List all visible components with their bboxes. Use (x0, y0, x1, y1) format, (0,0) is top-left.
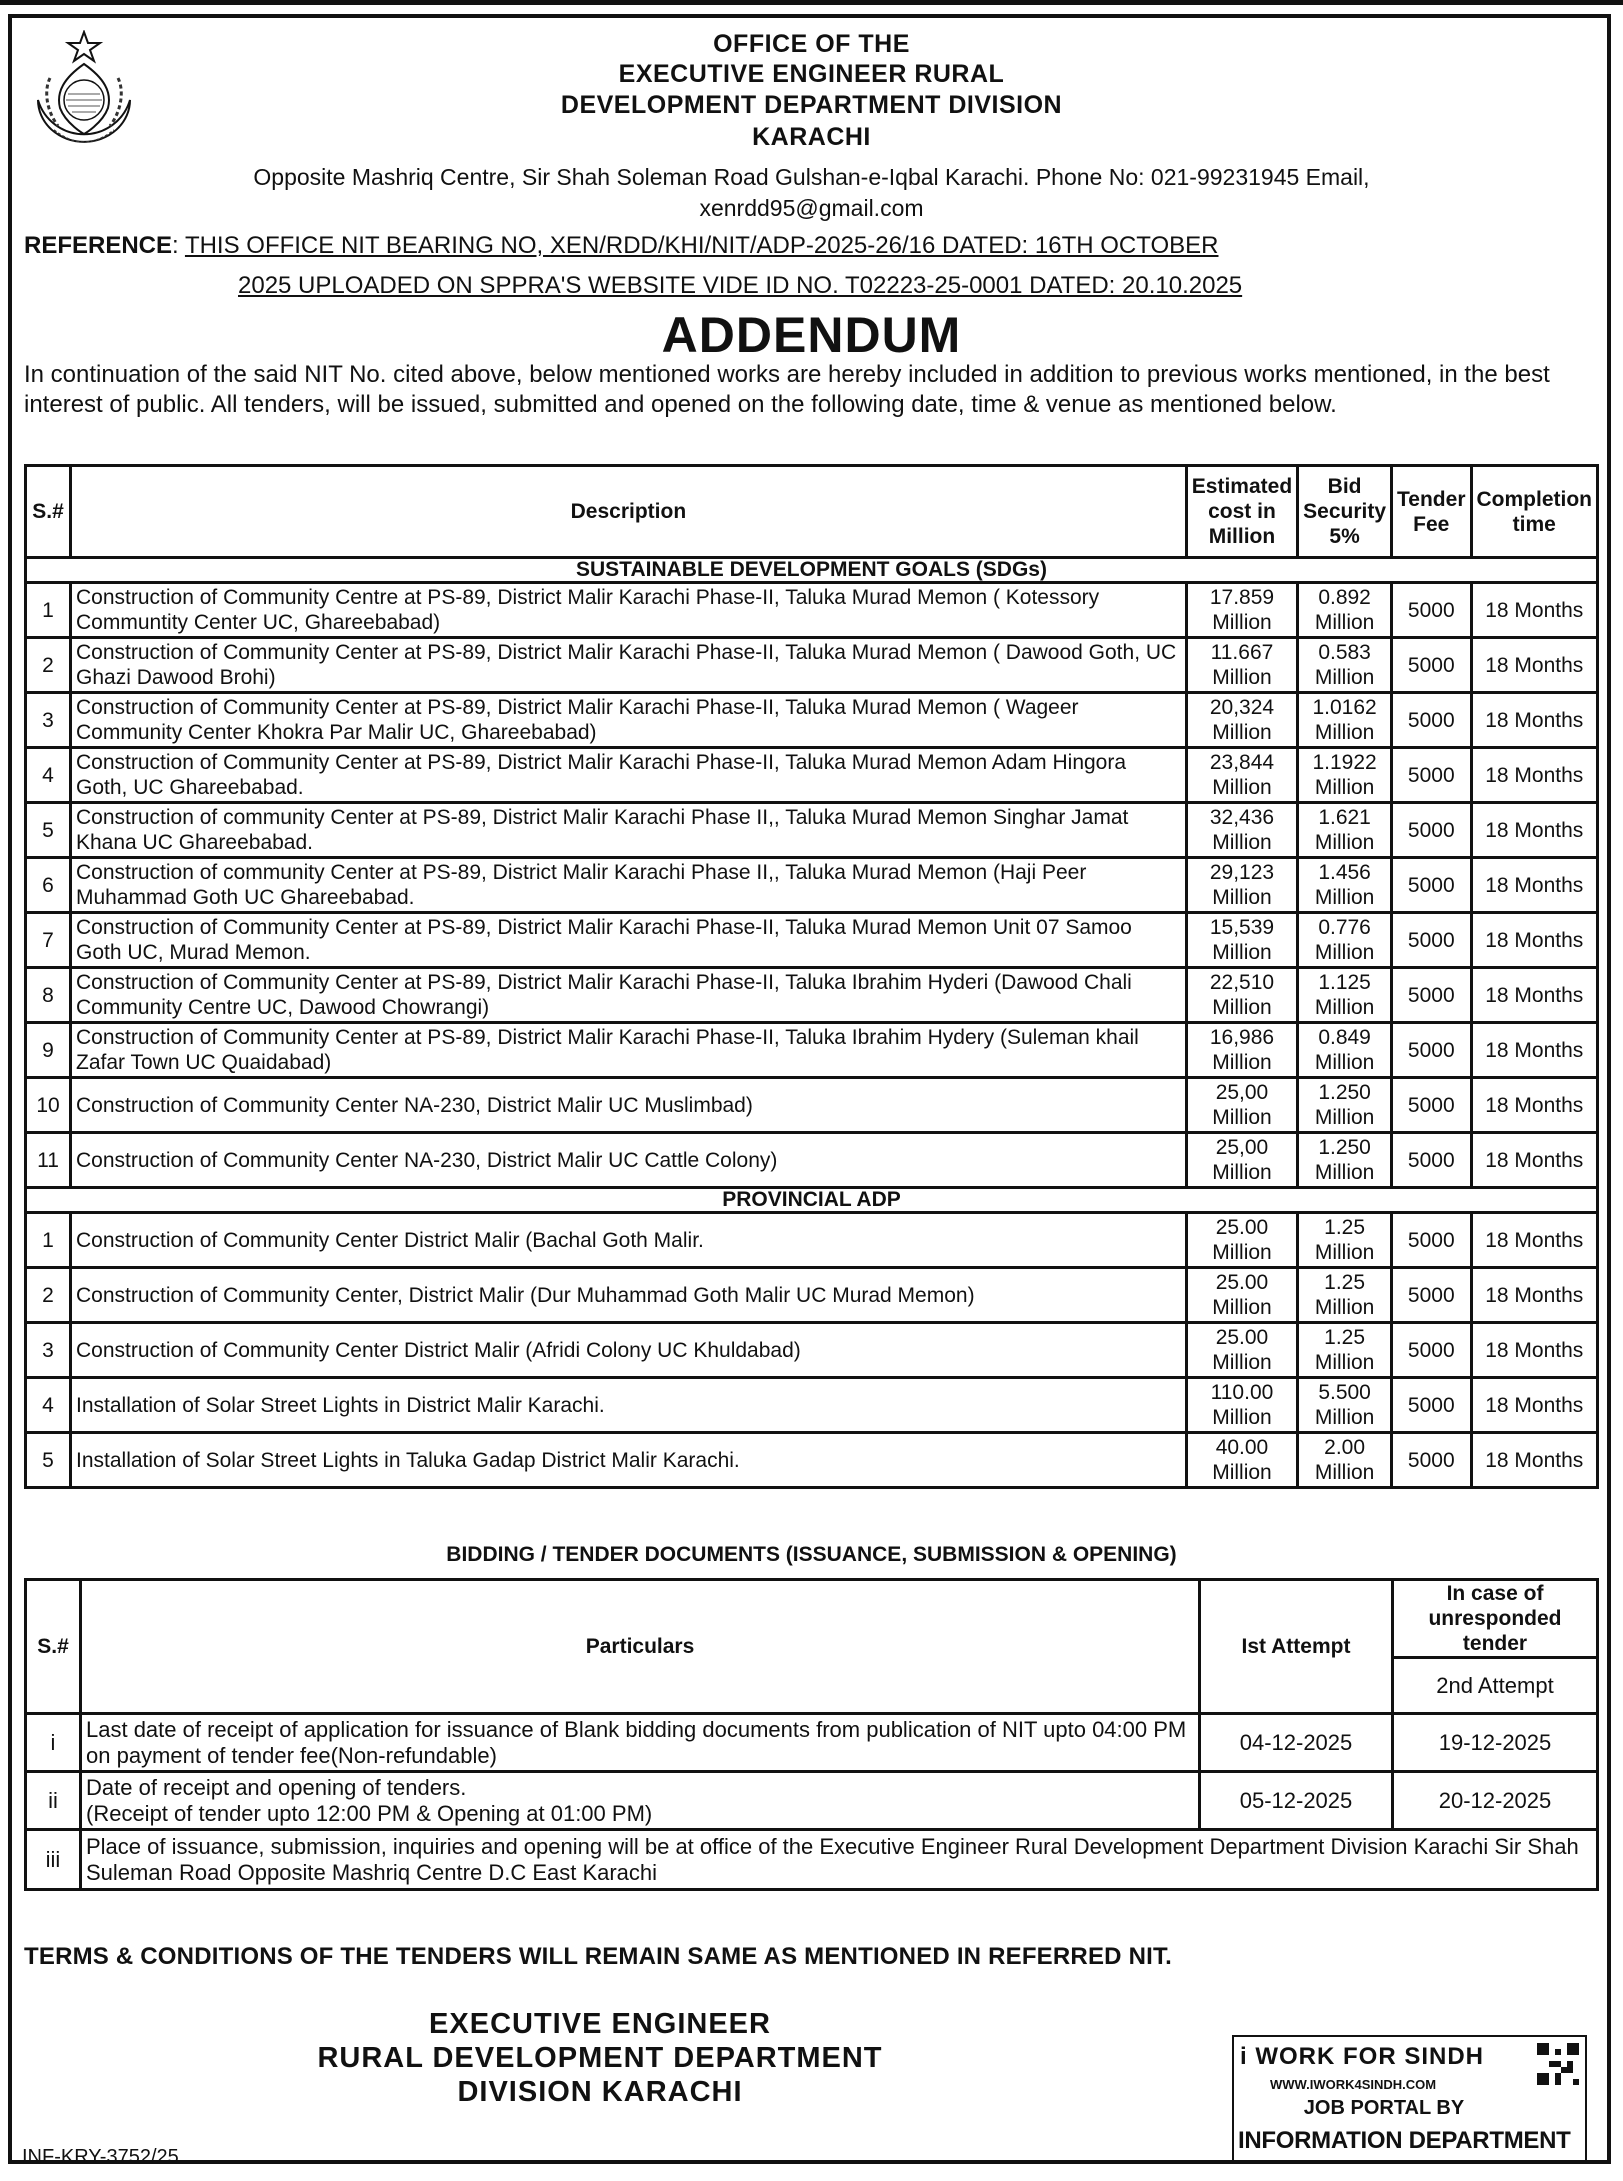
row-estimated-cost: 22,510 Million (1186, 968, 1297, 1023)
header-line-2: EXECUTIVE ENGINEER RURAL (618, 60, 1005, 88)
row-sn: 9 (26, 1023, 71, 1078)
table-row (26, 748, 1598, 803)
signature-line-2: RURAL DEVELOPMENT DEPARTMENT (317, 2042, 883, 2074)
row-sn: 2 (26, 638, 71, 693)
bid-row-sn: i (26, 1714, 81, 1772)
table-row (26, 1268, 1598, 1323)
table-row (26, 638, 1598, 693)
iwork-brand (1240, 2043, 1484, 2071)
row-description: Construction of Community Center, District Malir (Dur Muhammad Goth Malir UC Murad Memon) (71, 1268, 1187, 1323)
row-estimated-cost: 25,00 Million (1186, 1133, 1297, 1188)
row-bid-security: 5.500 Million (1298, 1378, 1392, 1433)
col-estimated-cost: Estimated cost in Million (1186, 466, 1297, 558)
row-bid-security: 1.250 Million (1298, 1133, 1392, 1188)
row-sn: 5 (26, 803, 71, 858)
header-line-3: DEVELOPMENT DEPARTMENT DIVISION (560, 91, 1063, 119)
iwork-brand-text: WORK FOR SINDH (1255, 2043, 1484, 2070)
iwork-url[interactable]: WWW.IWORK4SINDH.COM (1270, 2077, 1437, 2092)
col-description: Description (71, 466, 1187, 558)
table-row (26, 1023, 1598, 1078)
signature-line-3: DIVISION KARACHI (457, 2076, 743, 2108)
row-bid-security: 1.125 Million (1298, 968, 1392, 1023)
row-sn: 6 (26, 858, 71, 913)
row-sn: 7 (26, 913, 71, 968)
row-tender-fee: 5000 (1392, 1378, 1471, 1433)
row-completion-time: 18 Months (1471, 913, 1598, 968)
bid-col-second-attempt: 2nd Attempt (1393, 1658, 1598, 1714)
bidding-table (24, 1578, 1599, 1891)
bid-col-sn: S.# (26, 1580, 81, 1714)
row-completion-time: 18 Months (1471, 1268, 1598, 1323)
row-sn: 8 (26, 968, 71, 1023)
bid-row (26, 1830, 1598, 1890)
bid-col-first-attempt: Ist Attempt (1200, 1580, 1393, 1714)
bid-col-particulars: Particulars (81, 1580, 1200, 1714)
row-sn: 3 (26, 1323, 71, 1378)
bid-col-unresponded: In case of unresponded tender (1393, 1580, 1598, 1658)
row-tender-fee: 5000 (1392, 1213, 1471, 1268)
row-completion-time: 18 Months (1471, 1213, 1598, 1268)
bid-row-sn: ii (26, 1772, 81, 1830)
row-completion-time: 18 Months (1471, 1023, 1598, 1078)
table-row (26, 1433, 1598, 1488)
row-bid-security: 0.776 Million (1298, 913, 1392, 968)
row-estimated-cost: 11.667 Million (1186, 638, 1297, 693)
inf-number: INF-KRY-3752/25 (22, 2146, 179, 2168)
bid-row-particulars-line-1: Date of receipt and opening of tenders. (86, 1774, 467, 1800)
col-sn: S.# (26, 466, 71, 558)
row-estimated-cost: 16,986 Million (1186, 1023, 1297, 1078)
row-bid-security: 1.25 Million (1298, 1323, 1392, 1378)
row-completion-time: 18 Months (1471, 1433, 1598, 1488)
row-sn: 10 (26, 1078, 71, 1133)
table-row (26, 913, 1598, 968)
row-estimated-cost: 29,123 Million (1186, 858, 1297, 913)
row-sn: 11 (26, 1133, 71, 1188)
row-estimated-cost: 32,436 Million (1186, 803, 1297, 858)
table-row (26, 968, 1598, 1023)
row-description: Construction of Community Center at PS-89, District Malir Karachi Phase-II, Taluka Ibrahim Hydery (Suleman khail Zafar Town UC Quaidabad) (71, 1023, 1187, 1078)
row-estimated-cost: 110.00 Million (1186, 1378, 1297, 1433)
row-bid-security: 1.250 Million (1298, 1078, 1392, 1133)
reference-label: REFERENCE (24, 232, 173, 259)
row-completion-time: 18 Months (1471, 583, 1598, 638)
row-description: Construction of Community Centre at PS-89, District Malir Karachi Phase-II, Taluka Murad Memon ( Kotessory Communtity Center UC, Ghareebabad) (71, 583, 1187, 638)
row-tender-fee: 5000 (1392, 1268, 1471, 1323)
section-title: PROVINCIAL ADP (26, 1188, 1598, 1213)
row-tender-fee: 5000 (1392, 1078, 1471, 1133)
section-row (26, 1188, 1598, 1213)
table-row (26, 693, 1598, 748)
row-description: Installation of Solar Street Lights in Taluka Gadap District Malir Karachi. (71, 1433, 1187, 1488)
reference-line-2 (238, 271, 1242, 301)
row-estimated-cost: 20,324 Million (1186, 693, 1297, 748)
row-tender-fee: 5000 (1392, 913, 1471, 968)
col-completion-time: Completion time (1471, 466, 1598, 558)
table-row (26, 583, 1598, 638)
row-tender-fee: 5000 (1392, 748, 1471, 803)
row-tender-fee: 5000 (1392, 1323, 1471, 1378)
row-description: Construction of Community Center at PS-89, District Malir Karachi Phase-II, Taluka Ibrahim Hyderi (Dawood Chali Community Centre UC, Dawood Chowrangi) (71, 968, 1187, 1023)
table-row (26, 1133, 1598, 1188)
row-bid-security: 1.1922 Million (1298, 748, 1392, 803)
bid-row-particulars (81, 1772, 1200, 1830)
col-tender-fee: Tender Fee (1392, 466, 1471, 558)
row-description: Installation of Solar Street Lights in District Malir Karachi. (71, 1378, 1187, 1433)
row-description: Construction of Community Center at PS-89, District Malir Karachi Phase-II, Taluka Murad Memon Unit 07 Samoo Goth UC, Murad Memon. (71, 913, 1187, 968)
bidding-section-title: BIDDING / TENDER DOCUMENTS (ISSUANCE, SUBMISSION & OPENING) (446, 1543, 1177, 1566)
qr-code-icon (1537, 2043, 1579, 2085)
row-bid-security: 0.849 Million (1298, 1023, 1392, 1078)
row-description: Construction of Community Center at PS-89, District Malir Karachi Phase-II, Taluka Murad Memon Adam Hingora Goth, UC Ghareebabad. (71, 748, 1187, 803)
row-sn: 4 (26, 748, 71, 803)
row-estimated-cost: 17.859 Million (1186, 583, 1297, 638)
row-description: Construction of Community Center NA-230, District Malir UC Muslimbad) (71, 1078, 1187, 1133)
bid-row (26, 1772, 1598, 1830)
row-completion-time: 18 Months (1471, 693, 1598, 748)
bid-row-particulars: Place of issuance, submission, inquiries and opening will be at office of the Executive Engineer Rural Development Department Division Karachi Sir Shah Suleman Road Opposite Mashriq Centre D.C East Karachi (81, 1830, 1598, 1890)
reference-line-1: REFERENCE: THIS OFFICE NIT BEARING NO, XEN/RDD/KHI/NIT/ADP-2025-26/16 DATED: 16TH OCTOBER (24, 232, 1219, 259)
row-completion-time: 18 Months (1471, 1378, 1598, 1433)
iwork-line-1: JOB PORTAL BY (1303, 2097, 1465, 2119)
row-tender-fee: 5000 (1392, 1023, 1471, 1078)
row-completion-time: 18 Months (1471, 1133, 1598, 1188)
iwork-logo-icon: i (1240, 2043, 1248, 2070)
row-sn: 1 (26, 583, 71, 638)
row-tender-fee: 5000 (1392, 803, 1471, 858)
row-description: Construction of Community Center at PS-89, District Malir Karachi Phase-II, Taluka Murad Memon ( Dawood Goth, UC Ghazi Dawood Brohi) (71, 638, 1187, 693)
row-bid-security: 1.0162 Million (1298, 693, 1392, 748)
bid-row-first-date: 05-12-2025 (1200, 1772, 1393, 1830)
section-title: SUSTAINABLE DEVELOPMENT GOALS (SDGs) (26, 558, 1598, 583)
addendum-title: ADDENDUM (661, 307, 962, 363)
row-estimated-cost: 40.00 Million (1186, 1433, 1297, 1488)
row-description: Construction of Community Center District Malir (Afridi Colony UC Khuldabad) (71, 1323, 1187, 1378)
row-tender-fee: 5000 (1392, 638, 1471, 693)
works-table-body (26, 558, 1598, 1488)
intro-paragraph: In continuation of the said NIT No. cited above, below mentioned works are hereby included in addition to previous works mentioned, in the best interest of public. All tenders, will be issued, submitted and opened on the following date, time & venue as mentioned below. (24, 361, 1550, 418)
row-estimated-cost: 15,539 Million (1186, 913, 1297, 968)
row-tender-fee: 5000 (1392, 1133, 1471, 1188)
table-row (26, 858, 1598, 913)
row-description: Construction of Community Center District Malir (Bachal Goth Malir. (71, 1213, 1187, 1268)
reference-text-2: 2025 UPLOADED ON SPPRA'S WEBSITE VIDE ID NO. T02223-25-0001 DATED: 20.10.2025 (238, 272, 1243, 299)
top-border (0, 0, 1623, 5)
row-bid-security: 1.456 Million (1298, 858, 1392, 913)
row-completion-time: 18 Months (1471, 803, 1598, 858)
row-description: Construction of Community Center at PS-89, District Malir Karachi Phase-II, Taluka Murad Memon ( Wageer Community Center Khokra Par Malir UC, Ghareebabad) (71, 693, 1187, 748)
bid-row-second-date: 19-12-2025 (1393, 1714, 1598, 1772)
row-sn: 3 (26, 693, 71, 748)
row-bid-security: 1.621 Million (1298, 803, 1392, 858)
row-tender-fee: 5000 (1392, 1433, 1471, 1488)
row-completion-time: 18 Months (1471, 1078, 1598, 1133)
bid-row (26, 1714, 1598, 1772)
table-row (26, 1213, 1598, 1268)
row-sn: 2 (26, 1268, 71, 1323)
bid-row-sn: iii (26, 1830, 81, 1890)
row-tender-fee: 5000 (1392, 968, 1471, 1023)
row-tender-fee: 5000 (1392, 858, 1471, 913)
row-description: Construction of Community Center NA-230, District Malir UC Cattle Colony) (71, 1133, 1187, 1188)
row-completion-time: 18 Months (1471, 858, 1598, 913)
row-completion-time: 18 Months (1471, 748, 1598, 803)
row-sn: 1 (26, 1213, 71, 1268)
works-table (24, 464, 1599, 1489)
bid-row-particulars: Last date of receipt of application for issuance of Blank bidding documents from publication of NIT upto 04:00 PM on payment of tender fee(Non-refundable) (81, 1714, 1200, 1772)
col-bid-security: Bid Security 5% (1298, 466, 1392, 558)
row-estimated-cost: 25.00 Million (1186, 1213, 1297, 1268)
row-completion-time: 18 Months (1471, 1323, 1598, 1378)
row-tender-fee: 5000 (1392, 693, 1471, 748)
row-completion-time: 18 Months (1471, 968, 1598, 1023)
row-tender-fee: 5000 (1392, 583, 1471, 638)
row-bid-security: 0.583 Million (1298, 638, 1392, 693)
office-address: Opposite Mashriq Centre, Sir Shah Soleman Road Gulshan-e-Iqbal Karachi. Phone No: 021-99231945 Email, (253, 164, 1370, 190)
row-estimated-cost: 25.00 Million (1186, 1323, 1297, 1378)
table-row (26, 1378, 1598, 1433)
row-bid-security: 1.25 Million (1298, 1213, 1392, 1268)
signature-line-1: EXECUTIVE ENGINEER (429, 2008, 771, 2040)
header-line-4: KARACHI (752, 123, 871, 151)
header-line-1: OFFICE OF THE (713, 30, 910, 58)
reference-text-1: THIS OFFICE NIT BEARING NO, XEN/RDD/KHI/NIT/ADP-2025-26/16 DATED: 16TH OCTOBER (184, 232, 1219, 259)
signature-block (240, 2007, 960, 2109)
row-description: Construction of community Center at PS-89, District Malir Karachi Phase II,, Taluka Murad Memon (Haji Peer Muhammad Goth UC Ghareebabad. (71, 858, 1187, 913)
table-row (26, 803, 1598, 858)
iwork-line-2: INFORMATION DEPARTMENT (1238, 2127, 1571, 2154)
row-sn: 4 (26, 1378, 71, 1433)
row-completion-time: 18 Months (1471, 638, 1598, 693)
row-description: Construction of community Center at PS-89, District Malir Karachi Phase II,, Taluka Murad Memon Singhar Jamat Khana UC Ghareebabad. (71, 803, 1187, 858)
bid-row-second-date: 20-12-2025 (1393, 1772, 1598, 1830)
row-estimated-cost: 25,00 Million (1186, 1078, 1297, 1133)
section-row (26, 558, 1598, 583)
row-estimated-cost: 23,844 Million (1186, 748, 1297, 803)
iwork-for-sindh-badge (1232, 2035, 1587, 2164)
terms-statement: TERMS & CONDITIONS OF THE TENDERS WILL REMAIN SAME AS MENTIONED IN REFERRED NIT. (24, 1943, 1173, 1970)
row-estimated-cost: 25.00 Million (1186, 1268, 1297, 1323)
table-row (26, 1078, 1598, 1133)
bid-row-first-date: 04-12-2025 (1200, 1714, 1393, 1772)
row-bid-security: 2.00 Million (1298, 1433, 1392, 1488)
row-bid-security: 1.25 Million (1298, 1268, 1392, 1323)
row-bid-security: 0.892 Million (1298, 583, 1392, 638)
row-sn: 5 (26, 1433, 71, 1488)
table-row (26, 1323, 1598, 1378)
office-email: xenrdd95@gmail.com (699, 195, 924, 221)
bid-row-particulars-line-2: (Receipt of tender upto 12:00 PM & Opening at 01:00 PM) (86, 1800, 653, 1826)
